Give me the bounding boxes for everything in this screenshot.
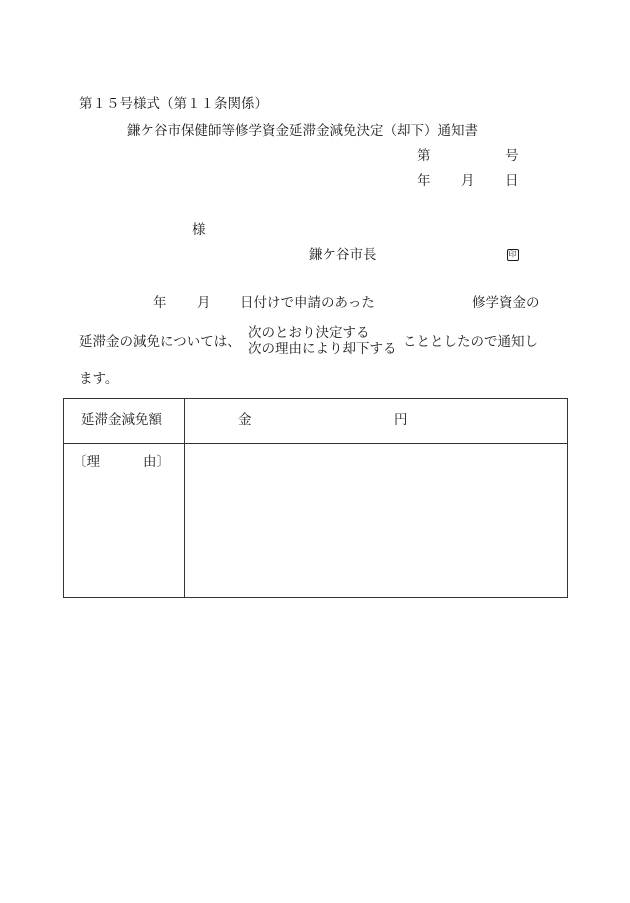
reason-value-cell <box>185 444 568 598</box>
body-line2-end: こととしたので通知し <box>403 334 538 350</box>
reduction-table <box>63 398 568 598</box>
seal-mark: 印 <box>507 249 519 261</box>
amount-value-cell <box>185 399 568 444</box>
reason-label-close: 由〕 <box>143 454 170 470</box>
amount-unit: 円 <box>394 412 408 428</box>
page-title: 鎌ケ谷市保健師等修学資金延滞金減免決定（却下）通知書 <box>127 123 478 139</box>
table-row-amount <box>64 399 568 444</box>
amount-label: 延滞金減免額 <box>81 412 162 428</box>
date-year-label: 年 <box>417 173 431 189</box>
document-number-prefix: 第 <box>417 148 431 164</box>
reason-label-cell <box>64 444 185 598</box>
form-number-title: 第１５号様式（第１１条関係） <box>79 96 268 112</box>
reason-label-open: 〔理 <box>73 454 100 470</box>
option-reject: 次の理由により却下する <box>248 341 397 357</box>
body-line1-end: 修学資金の <box>472 295 540 311</box>
body-line3: ます。 <box>79 371 119 387</box>
document-number-suffix: 号 <box>505 148 519 164</box>
body-month-label: 月 <box>197 295 211 311</box>
date-day-label: 日 <box>505 173 519 189</box>
option-decide: 次のとおり決定する <box>248 325 370 341</box>
body-line1-text: 日付けで申請のあった <box>240 295 375 311</box>
date-month-label: 月 <box>461 173 475 189</box>
body-line2-start: 延滞金の減免については、 <box>79 334 241 350</box>
amount-label-cell <box>64 399 185 444</box>
addressee-suffix: 様 <box>192 222 206 238</box>
issuer-name: 鎌ケ谷市長 <box>309 247 377 263</box>
body-year-label: 年 <box>153 295 167 311</box>
amount-prefix: 金 <box>238 412 252 428</box>
table-row-reason <box>64 444 568 598</box>
